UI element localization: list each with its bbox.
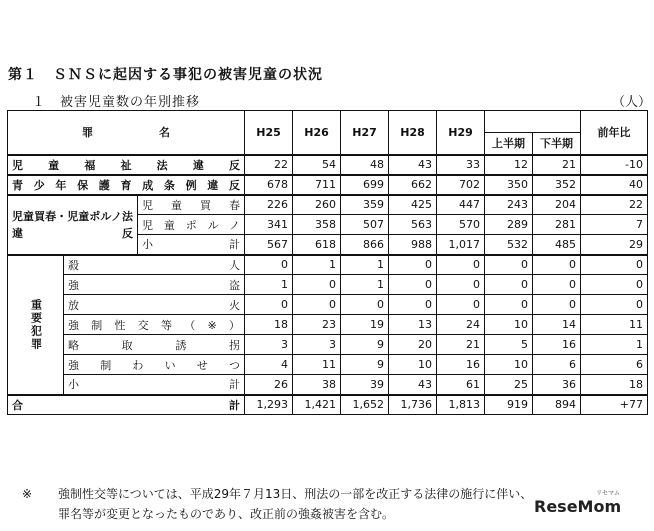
- cell-value: 1,293: [245, 395, 293, 415]
- row-name: 児童ポルノ: [138, 215, 245, 235]
- cell-value: 358: [293, 215, 341, 235]
- cell-value: 24: [437, 315, 485, 335]
- table-row: [8, 255, 648, 275]
- header-year: H25: [245, 111, 293, 155]
- cell-value: 260: [293, 195, 341, 215]
- cell-value: 0: [389, 275, 437, 295]
- cell-value: 10: [389, 355, 437, 375]
- cell-value: 21: [437, 335, 485, 355]
- cell-value: 711: [293, 175, 341, 195]
- row-name: 放火: [64, 295, 245, 315]
- cell-value: 43: [389, 375, 437, 395]
- cell-value: 702: [437, 175, 485, 195]
- cell-value: 0: [485, 295, 533, 315]
- cell-value: 6: [533, 355, 581, 375]
- footnote-line2: 罪名等が変更となったものであり、改正前の強姦被害を含む。: [58, 507, 395, 521]
- row-name: 強制わいせつ: [64, 355, 245, 375]
- cell-value: 10: [485, 315, 533, 335]
- cell-value: 13: [389, 315, 437, 335]
- header-year: H29: [437, 111, 485, 155]
- row-name: 児童買春: [138, 195, 245, 215]
- cell-value: 3: [245, 335, 293, 355]
- table-row: [8, 195, 648, 215]
- cell-value: 39: [341, 375, 389, 395]
- cell-value: 0: [341, 295, 389, 315]
- total-label: [8, 395, 245, 415]
- logo-subtext: リセマム: [596, 490, 620, 497]
- cell-value: 919: [485, 395, 533, 415]
- cell-value: 33: [437, 155, 485, 175]
- cell-value: 1,421: [293, 395, 341, 415]
- table-row: [8, 375, 648, 395]
- cell-value: 0: [293, 275, 341, 295]
- cell-value: 678: [245, 175, 293, 195]
- header-name-right: 名: [159, 126, 170, 140]
- cell-value: 1,736: [389, 395, 437, 415]
- header-change: 前年比: [581, 111, 648, 155]
- cell-value: 4: [245, 355, 293, 375]
- cell-value: 1,813: [437, 395, 485, 415]
- total-label-right: 計: [229, 398, 240, 412]
- cell-value: 11: [293, 355, 341, 375]
- cell-value: 43: [389, 155, 437, 175]
- cell-value: 36: [533, 375, 581, 395]
- unit-label: （人）: [612, 95, 652, 110]
- row-name: 青少年保護育成条例違反: [8, 175, 245, 195]
- cell-value: 0: [533, 255, 581, 275]
- cell-value: 22: [581, 195, 648, 215]
- cell-value: 866: [341, 235, 389, 255]
- table-row: [8, 355, 648, 375]
- footnote-mark: ※: [22, 487, 33, 501]
- cell-value: 281: [533, 215, 581, 235]
- cell-value: +77: [581, 395, 648, 415]
- cell-value: 0: [581, 295, 648, 315]
- row-name: 小計: [64, 375, 245, 395]
- table-row: [8, 315, 648, 335]
- header-first-half: 上半期: [485, 133, 533, 155]
- row-name: 強制性交等（※）: [64, 315, 245, 335]
- cell-value: 289: [485, 215, 533, 235]
- cell-value: 26: [245, 375, 293, 395]
- cell-value: 0: [245, 295, 293, 315]
- cell-value: 0: [389, 255, 437, 275]
- table-row: [8, 295, 648, 315]
- cell-value: 16: [437, 355, 485, 375]
- serious-group-text: 重要犯罪: [29, 298, 43, 351]
- cell-value: 9: [341, 335, 389, 355]
- table-row: [8, 155, 648, 175]
- cell-value: 23: [293, 315, 341, 335]
- header-year: H28: [389, 111, 437, 155]
- total-row: [8, 395, 648, 415]
- header-half-spacer: [485, 111, 581, 133]
- cell-value: 22: [245, 155, 293, 175]
- row-name: 児童福祉法違反: [8, 155, 245, 175]
- cell-value: 0: [389, 295, 437, 315]
- header-crime-name: [8, 111, 245, 155]
- cell-value: 699: [341, 175, 389, 195]
- cell-value: 11: [581, 315, 648, 335]
- cell-value: 485: [533, 235, 581, 255]
- cell-value: 563: [389, 215, 437, 235]
- cell-value: 1: [293, 255, 341, 275]
- cell-value: 243: [485, 195, 533, 215]
- cell-value: 61: [437, 375, 485, 395]
- cell-value: 894: [533, 395, 581, 415]
- row-name: 強盗: [64, 275, 245, 295]
- cell-value: 570: [437, 215, 485, 235]
- row-name: 略取誘拐: [64, 335, 245, 355]
- cell-value: 618: [293, 235, 341, 255]
- cell-value: 9: [341, 355, 389, 375]
- cell-value: 54: [293, 155, 341, 175]
- cell-value: 12: [485, 155, 533, 175]
- cell-value: 29: [581, 235, 648, 255]
- cell-value: 204: [533, 195, 581, 215]
- cell-value: 567: [245, 235, 293, 255]
- cell-value: 1: [341, 255, 389, 275]
- cell-value: 447: [437, 195, 485, 215]
- cell-value: 0: [533, 295, 581, 315]
- header-year: H27: [341, 111, 389, 155]
- table-row: [8, 335, 648, 355]
- cell-value: 20: [389, 335, 437, 355]
- cell-value: 18: [245, 315, 293, 335]
- header-name-left: 罪: [82, 126, 93, 140]
- cell-value: 0: [533, 275, 581, 295]
- cell-value: 48: [341, 155, 389, 175]
- cell-value: 226: [245, 195, 293, 215]
- cell-value: 0: [437, 295, 485, 315]
- cell-value: 988: [389, 235, 437, 255]
- cell-value: 25: [485, 375, 533, 395]
- cell-value: 425: [389, 195, 437, 215]
- total-label-left: 合: [12, 398, 23, 412]
- cell-value: 14: [533, 315, 581, 335]
- logo-text: ReseMom: [534, 497, 622, 516]
- cell-value: 40: [581, 175, 648, 195]
- cell-value: 662: [389, 175, 437, 195]
- cell-value: 0: [437, 255, 485, 275]
- header-second-half: 下半期: [533, 133, 581, 155]
- cell-value: -10: [581, 155, 648, 175]
- table-row: [8, 175, 648, 195]
- cell-value: 7: [581, 215, 648, 235]
- cell-value: 0: [485, 255, 533, 275]
- cell-value: 3: [293, 335, 341, 355]
- serious-group-label: [8, 255, 64, 395]
- cell-value: 1,017: [437, 235, 485, 255]
- cell-value: 0: [437, 275, 485, 295]
- cell-value: 16: [533, 335, 581, 355]
- cell-value: 1: [581, 335, 648, 355]
- cell-value: 6: [581, 355, 648, 375]
- cell-value: 359: [341, 195, 389, 215]
- victims-table: [7, 110, 648, 415]
- child-group-text: 児童買春・児童ポルノ法違反: [12, 209, 133, 240]
- cell-value: 532: [485, 235, 533, 255]
- cell-value: 0: [581, 275, 648, 295]
- footnote: [22, 484, 532, 524]
- header-year: H26: [293, 111, 341, 155]
- cell-value: 341: [245, 215, 293, 235]
- cell-value: 18: [581, 375, 648, 395]
- cell-value: 0: [245, 255, 293, 275]
- cell-value: 350: [485, 175, 533, 195]
- cell-value: 352: [533, 175, 581, 195]
- cell-value: 1: [341, 275, 389, 295]
- footnote-line1: 強制性交等については、平成29年７月13日、刑法の一部を改正する法律の施行に伴い、: [58, 487, 533, 501]
- header-row: [8, 111, 648, 133]
- table-subtitle: １ 被害児童数の年別推移: [32, 95, 201, 110]
- child-group-label: [8, 195, 138, 255]
- cell-value: 1: [245, 275, 293, 295]
- cell-value: 38: [293, 375, 341, 395]
- cell-value: 21: [533, 155, 581, 175]
- cell-value: 19: [341, 315, 389, 335]
- resemom-logo: [534, 490, 622, 516]
- row-name: 殺人: [64, 255, 245, 275]
- table-row: [8, 275, 648, 295]
- page-title: 第１ ＳＮＳに起因する事犯の被害児童の状況: [8, 67, 323, 83]
- cell-value: 10: [485, 355, 533, 375]
- cell-value: 0: [485, 275, 533, 295]
- row-name: 小計: [138, 235, 245, 255]
- cell-value: 5: [485, 335, 533, 355]
- cell-value: 507: [341, 215, 389, 235]
- cell-value: 1,652: [341, 395, 389, 415]
- cell-value: 0: [293, 295, 341, 315]
- cell-value: 0: [581, 255, 648, 275]
